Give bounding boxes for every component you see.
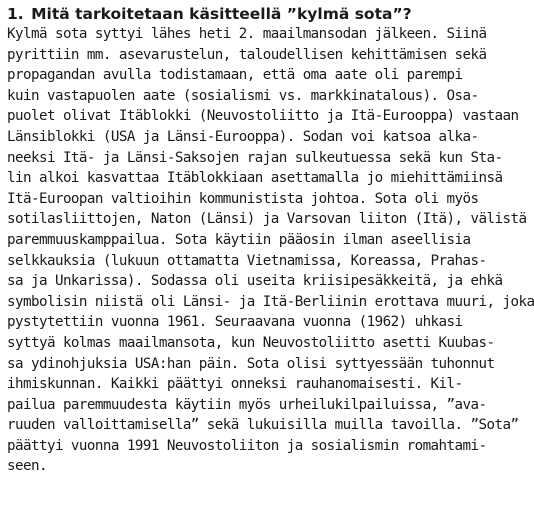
paragraph-line: lin alkoi kasvattaa Itäblokkiaan asettamalla jo miehittämiinsä <box>7 170 503 187</box>
paragraph-line: ihmiskunnan. Kaikki päättyi onneksi rauhanomaisesti. Kil- <box>7 376 463 393</box>
paragraph-line: puolet olivat Itäblokki (Neuvostoliitto ja Itä-Eurooppa) vastaan <box>7 108 519 125</box>
paragraph-line: Länsiblokki (USA ja Länsi-Eurooppa). Sodan voi katsoa alka- <box>7 128 479 145</box>
paragraph-line: pyrittiin mm. asevarustelun, taloudellisen kehittämisen sekä <box>7 46 487 63</box>
body-paragraph <box>7 24 534 477</box>
paragraph-line: pystytettiin vuonna 1961. Seuraavana vuonna (1962) uhkasi <box>7 314 463 331</box>
paragraph-line: syttyä kolmas maailmansota, kun Neuvostoliitto asetti Kuubas- <box>7 334 495 351</box>
section-number: 1. <box>7 5 24 23</box>
paragraph-line: sa ydinohjuksia USA:han päin. Sota olisi syttyessään tuhonnut <box>7 355 495 372</box>
section-title: Mitä tarkoitetaan käsitteellä ”kylmä sota”? <box>31 5 412 23</box>
paragraph-line: propagandan avulla todistamaan, että oma aate oli parempi <box>7 67 463 84</box>
paragraph-line: neeksi Itä- ja Länsi-Saksojen rajan sulkeutuessa sekä kun Sta- <box>7 149 503 166</box>
paragraph-line: ruuden valloittamisella” sekä lukuisilla muilla tavoilla. ”Sota” <box>7 417 519 434</box>
paragraph-line: paremmuuskamppailua. Sota käytiin pääosin ilman aseellisia <box>7 231 471 248</box>
paragraph-line: sa ja Unkarissa). Sodassa oli useita kriisipesäkkeitä, ja ehkä <box>7 273 503 290</box>
paragraph-line: Itä-Euroopan valtioihin kommunistista johtoa. Sota oli myös <box>7 190 479 207</box>
paragraph-line: sotilasliittojen, Naton (Länsi) ja Varsovan liiton (Itä), välistä <box>7 211 527 228</box>
paragraph-line: selkkauksia (lukuun ottamatta Vietnamissa, Koreassa, Prahas- <box>7 252 487 269</box>
paragraph-line: pailua paremmuudesta käytiin myös urheilukilpailuissa, ”ava- <box>7 396 487 413</box>
paragraph-line: symbolisin niistä oli Länsi- ja Itä-Berliinin erottava muuri, joka <box>7 293 534 310</box>
paragraph-line: seen. <box>7 458 47 475</box>
paragraph-line: Kylmä sota syttyi lähes heti 2. maailmansodan jälkeen. Siinä <box>7 26 487 42</box>
section-heading <box>7 4 462 24</box>
paragraph-line: kuin vastapuolen aate (sosialismi vs. markkinatalous). Osa- <box>7 87 479 104</box>
paragraph-line: päättyi vuonna 1991 Neuvostoliiton ja sosialismin romahtami- <box>7 437 487 454</box>
